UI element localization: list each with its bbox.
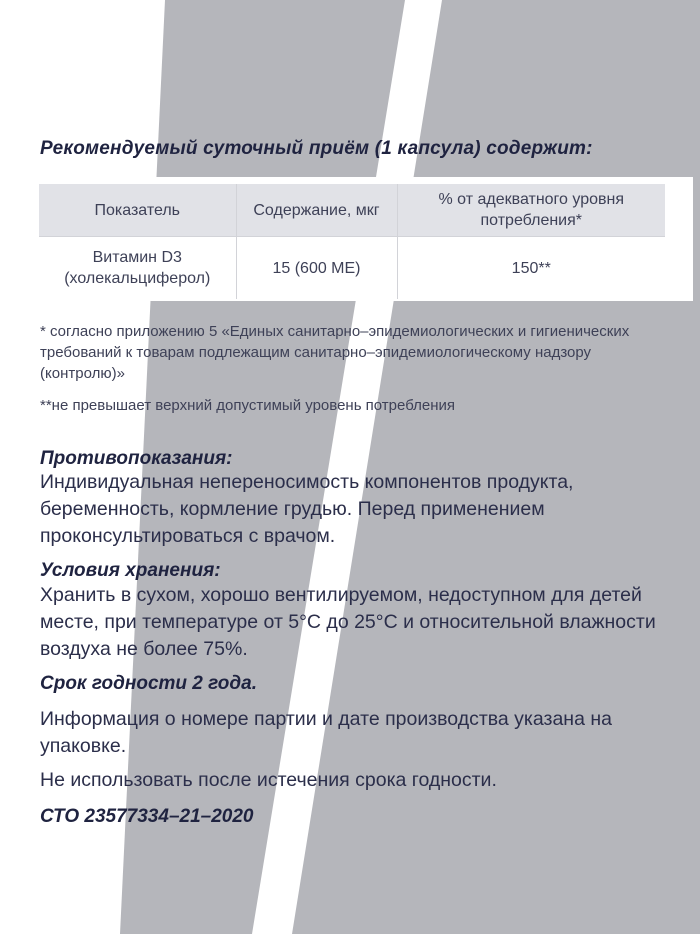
cell-amount: 15 (600 МЕ) — [236, 237, 397, 300]
storage-text: Хранить в сухом, хорошо вентилируемом, недоступном для детей месте, при температуре от 5°С до 25°С и относительной влажности воздуха не более 75%. — [40, 584, 656, 660]
contraindications-title: Противопоказания: — [40, 448, 233, 469]
table-header-row — [39, 184, 665, 237]
standard-code: СТО 23577334–21–2020 — [40, 806, 254, 827]
table-row — [39, 237, 665, 300]
contraindications-text: Индивидуальная непереносимость компонентов продукта, беременность, кормление грудью. Перед применением проконсультироваться с врачом. — [40, 471, 574, 547]
footnote-1: * согласно приложению 5 «Единых санитарно–эпидемиологических и гигиенических требований к товарам подлежащим санитарно–эпидемиологическому надзору (контролю)» — [40, 323, 630, 382]
nutrition-table — [39, 184, 665, 299]
shelf-life: Срок годности 2 года. — [40, 673, 257, 694]
footnote-2: **не превышает верхний допустимый уровень потребления — [40, 397, 455, 414]
cell-vitamin: Витамин D3 (холекальциферол) — [39, 237, 236, 300]
cell-percent: 150** — [397, 237, 665, 300]
nutrition-table-card — [29, 177, 693, 301]
no-use-after-expiry: Не использовать после истечения срока годности. — [40, 769, 497, 791]
batch-info: Информация о номере партии и дате производства указана на упаковке. — [40, 708, 612, 757]
header-indicator: Показатель — [39, 184, 236, 237]
storage-title: Условия хранения: — [40, 560, 221, 581]
daily-intake-heading: Рекомендуемый суточный приём (1 капсула) содержит: — [40, 138, 593, 159]
header-percent: % от адекватного уровня потребления* — [397, 184, 665, 237]
header-content: Содержание, мкг — [236, 184, 397, 237]
